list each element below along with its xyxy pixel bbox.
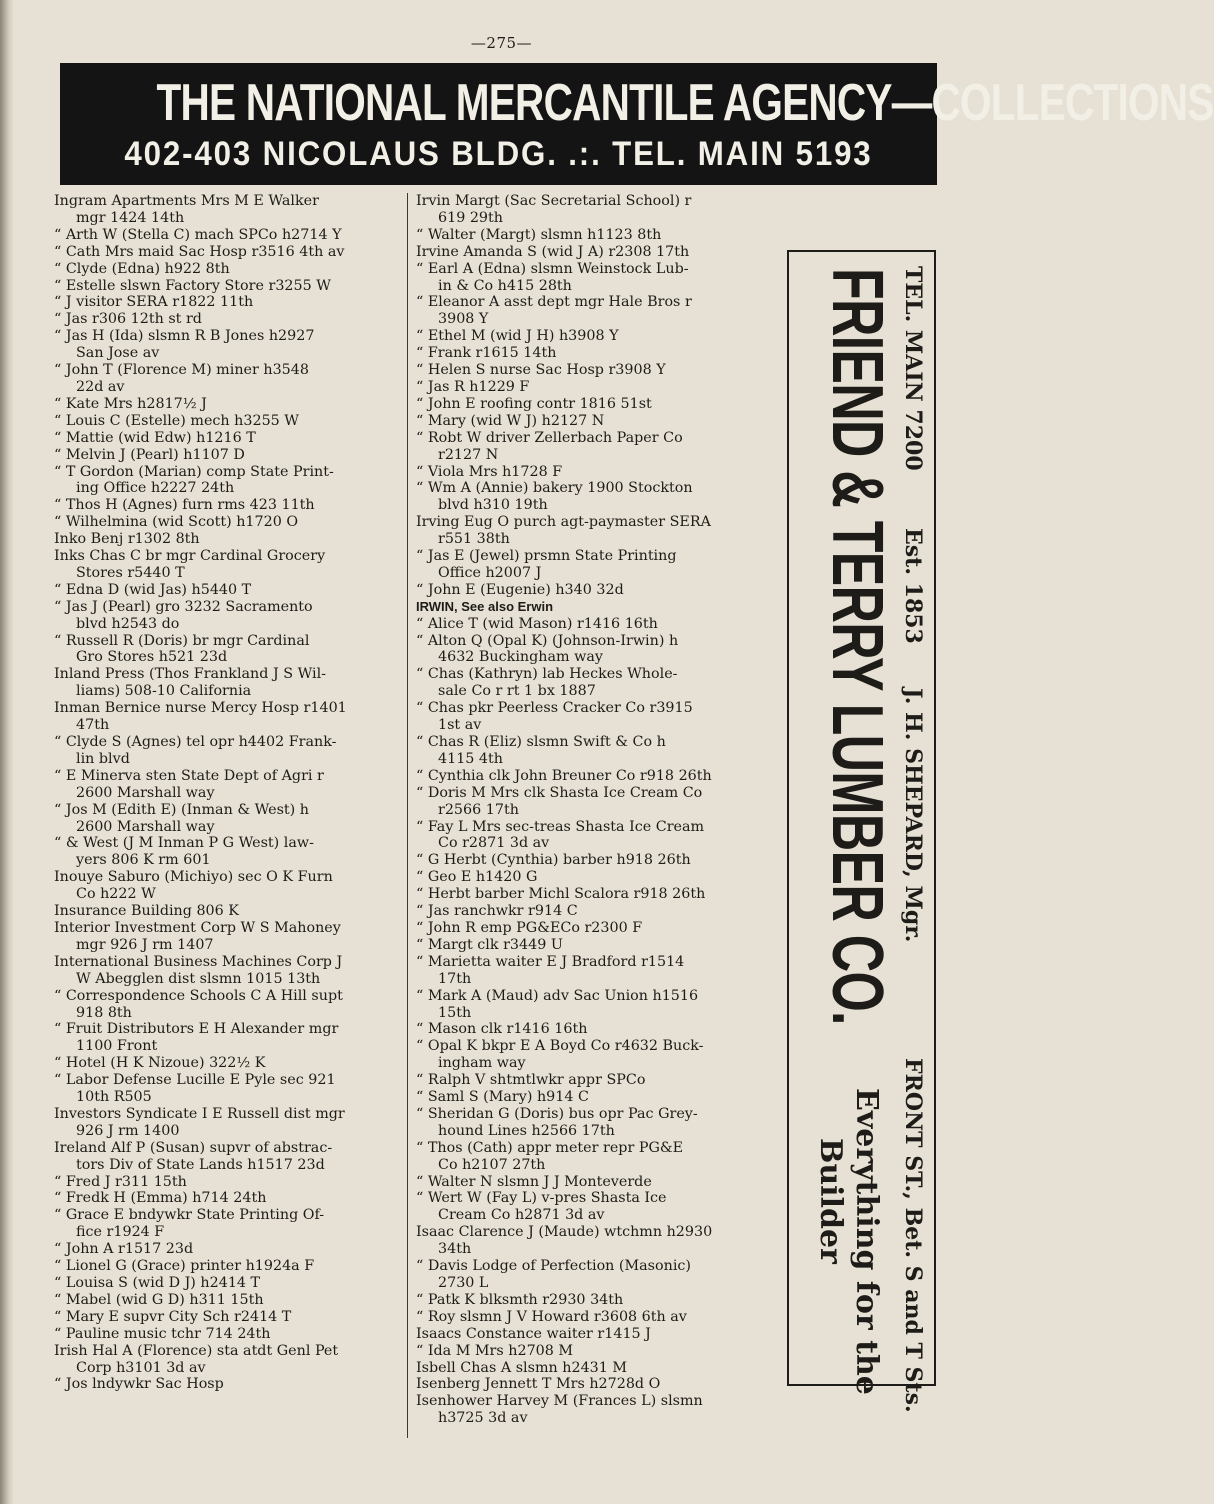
entry-text: “ Louisa S (wid D J) h2414 T (54, 1275, 261, 1291)
entry-continuation: 2730 L (438, 1275, 489, 1291)
directory-entry (416, 1393, 772, 1427)
entry-text: “ John R emp PG&ECo r2300 F (416, 919, 643, 936)
directory-entry (54, 835, 402, 869)
entry-continuation: 1st av (438, 717, 482, 734)
entry-text: “ Davis Lodge of Perfection (Masonic) (416, 1258, 691, 1275)
entry-continuation: 34th (438, 1241, 472, 1258)
directory-entry (54, 531, 402, 548)
entry-continuation: blvd h310 19th (438, 497, 548, 514)
entry-text: “ Edna D (wid Jas) h5440 T (54, 581, 252, 598)
directory-entry (416, 852, 772, 869)
directory-entry (416, 464, 772, 481)
entry-text: “ Ida M Mrs h2708 M (416, 1342, 574, 1359)
entry-continuation: San Jose av (76, 345, 160, 362)
directory-entry (54, 1140, 402, 1174)
directory-entry (416, 362, 772, 379)
directory-entry (54, 261, 402, 278)
directory-entry (416, 869, 772, 886)
entry-text: “ Jas R h1229 F (416, 378, 530, 395)
banner-agency-name: THE NATIONAL MERCANTILE AGENCY—COLLECTIONS (156, 74, 1214, 132)
directory-entry (54, 328, 402, 362)
entry-text: “ Mary (wid W J) h2127 N (416, 412, 605, 429)
directory-entry (416, 1309, 772, 1326)
directory-entry (416, 599, 772, 616)
entry-text: “ Hotel (H K Nizoue) 322½ K (54, 1055, 266, 1072)
directory-entry (416, 227, 772, 244)
entry-text: “ Pauline music tchr 714 24th (54, 1325, 271, 1342)
entry-text: “ Doris M Mrs clk Shasta Ice Cream Co (416, 784, 703, 801)
entry-text: “ T Gordon (Marian) comp State Print- (54, 463, 334, 480)
entry-text: “ Viola Mrs h1728 F (416, 463, 563, 480)
entry-continuation: liams) 508-10 California (76, 683, 252, 700)
directory-entry (416, 954, 772, 988)
directory-entry (54, 1309, 402, 1326)
entry-text: Ingram Apartments Mrs M E Walker (54, 193, 319, 209)
ad-established: Est. 1853 (899, 528, 926, 644)
entry-continuation: Corp h3101 3d av (76, 1359, 206, 1376)
directory-entry (54, 464, 402, 498)
entry-text: “ Cynthia clk John Breuner Co r918 26th (416, 767, 712, 784)
column-divider (407, 193, 408, 1438)
directory-entry (416, 548, 772, 582)
entry-continuation: 22d av (76, 378, 125, 395)
entry-continuation: 17th (438, 970, 472, 987)
entry-text: “ Robt W driver Zellerbach Paper Co (416, 429, 683, 446)
entry-text: “ Roy slsmn J V Howard r3608 6th av (416, 1308, 687, 1325)
entry-text: Inouye Saburo (Michiyo) sec O K Furn (54, 869, 333, 886)
directory-entry (54, 430, 402, 447)
ad-address: FRONT ST., Bet. S and T Sts. (899, 1058, 926, 1413)
directory-entry (416, 1140, 772, 1174)
directory-entry (54, 497, 402, 514)
entry-text: IRWIN, See also Erwin (416, 598, 554, 614)
directory-entry (416, 1292, 772, 1309)
directory-entry (416, 1106, 772, 1140)
entry-text: “ Clyde (Edna) h922 8th (54, 260, 230, 277)
entry-text: “ Mason clk r1416 16th (416, 1021, 588, 1038)
directory-entry (416, 886, 772, 903)
directory-entry (416, 734, 772, 768)
entry-text: “ Chas pkr Peerless Cracker Co r3915 (416, 700, 693, 717)
entry-continuation: r2566 17th (438, 801, 519, 818)
entry-text: “ Melvin J (Pearl) h1107 D (54, 446, 245, 463)
directory-entry (416, 514, 772, 548)
entry-continuation: 10th R505 (76, 1089, 152, 1106)
entry-text: Isaac Clarence J (Maude) wtchmn h2930 (416, 1224, 713, 1241)
directory-entry (54, 869, 402, 903)
directory-entry (54, 1326, 402, 1343)
directory-entry (54, 311, 402, 328)
entry-text: Inman Bernice nurse Mercy Hosp r1401 (54, 700, 347, 717)
entry-text: “ Lionel G (Grace) printer h1924a F (54, 1258, 315, 1275)
entry-text: “ John T (Florence M) miner h3548 (54, 362, 309, 379)
entry-continuation: W Abegglen dist slsmn 1015 13th (76, 970, 321, 987)
entry-text: “ Alice T (wid Mason) r1416 16th (416, 615, 658, 632)
entry-text: “ Chas R (Eliz) slsmn Swift & Co h (416, 734, 666, 750)
entry-text: “ Fay L Mrs sec-treas Shasta Ice Cream (416, 818, 705, 835)
entry-text: Isbell Chas A slsmn h2431 M (416, 1359, 628, 1376)
ad-telephone: TEL. MAIN 7200 (899, 266, 926, 471)
entry-text: “ John E roofing contr 1816 51st (416, 395, 652, 412)
entry-continuation: r2127 N (438, 446, 499, 463)
directory-entry (416, 261, 772, 295)
directory-entry (54, 802, 402, 836)
directory-entry (416, 1038, 772, 1072)
directory-column-middle (416, 193, 772, 1427)
directory-entry (54, 954, 402, 988)
entry-text: Insurance Building 806 K (54, 903, 239, 920)
entry-text: “ Margt clk r3449 U (416, 936, 563, 953)
entry-text: “ Mark A (Maud) adv Sac Union h1516 (416, 987, 699, 1004)
directory-entry (54, 1174, 402, 1191)
directory-entry (54, 244, 402, 261)
entry-text: “ Jas E (Jewel) prsmn State Printing (416, 548, 677, 565)
directory-entry (416, 328, 772, 345)
entry-continuation: 926 J rm 1400 (76, 1122, 180, 1139)
directory-entry (54, 768, 402, 802)
directory-entry (54, 294, 402, 311)
entry-text: “ Geo E h1420 G (416, 869, 538, 886)
directory-entry (416, 480, 772, 514)
page-number: —275— (470, 34, 533, 52)
directory-entry (416, 1174, 772, 1191)
directory-entry (416, 768, 772, 785)
entry-continuation: h3725 3d av (438, 1410, 528, 1427)
entry-text: Isenberg Jennett T Mrs h2728d O (416, 1376, 661, 1393)
entry-text: Ireland Alf P (Susan) supvr of abstrac- (54, 1139, 333, 1156)
entry-text: “ Herbt barber Michl Scalora r918 26th (416, 886, 706, 903)
entry-text: “ E Minerva sten State Dept of Agri r (54, 767, 324, 784)
entry-text: “ Marietta waiter E J Bradford r1514 (416, 953, 685, 970)
entry-continuation: hound Lines h2566 17th (438, 1122, 615, 1139)
entry-text: “ Earl A (Edna) slsmn Weinstock Lub- (416, 260, 689, 277)
directory-entry (54, 278, 402, 295)
ad-manager: J. H. SHEPARD, Mgr. (899, 688, 926, 943)
entry-continuation: Gro Stores h521 23d (76, 649, 228, 666)
entry-text: Isenhower Harvey M (Frances L) slsmn (416, 1393, 703, 1410)
entry-text: “ Mary E supvr City Sch r2414 T (54, 1308, 292, 1325)
entry-text: “ Chas (Kathryn) lab Heckes Whole- (416, 666, 678, 683)
directory-entry (416, 1376, 772, 1393)
directory-entry (54, 362, 402, 396)
entry-continuation: 2600 Marshall way (76, 784, 215, 801)
entry-text: “ J visitor SERA r1822 11th (54, 294, 254, 311)
directory-entry (416, 1021, 772, 1038)
entry-continuation: ingham way (438, 1055, 526, 1072)
entry-text: “ Mattie (wid Edw) h1216 T (54, 429, 256, 446)
ad-rotated-content (792, 258, 932, 1413)
entry-text: “ Arth W (Stella C) mach SPCo h2714 Y (54, 226, 342, 243)
entry-text: “ G Herbt (Cynthia) barber h918 26th (416, 852, 691, 869)
entry-text: “ Louis C (Estelle) mech h3255 W (54, 412, 299, 429)
entry-text: “ Fred J r311 15th (54, 1173, 187, 1190)
entry-text: “ John A r1517 23d (54, 1241, 194, 1258)
entry-text: Interior Investment Corp W S Mahoney (54, 919, 341, 936)
entry-continuation: 4115 4th (438, 750, 503, 767)
agency-banner (60, 63, 1214, 185)
entry-text: “ Correspondence Schools C A Hill supt (54, 987, 343, 1004)
entry-continuation: blvd h2543 do (76, 615, 180, 632)
directory-entry (416, 396, 772, 413)
entry-text: “ Kate Mrs h2817½ J (54, 395, 207, 412)
lumber-advertisement (787, 250, 936, 1413)
directory-entry (54, 734, 402, 768)
directory-entry (54, 1292, 402, 1309)
entry-text: “ Opal K bkpr E A Boyd Co r4632 Buck- (416, 1038, 704, 1055)
entry-text: “ & West (J M Inman P G West) law- (54, 835, 314, 852)
entry-text: “ Mabel (wid G D) h311 15th (54, 1291, 264, 1308)
page-binding-shadow (0, 0, 14, 1504)
directory-entry (416, 430, 772, 464)
directory-entry (416, 616, 772, 633)
entry-continuation: Co r2871 3d av (438, 835, 550, 852)
entry-text: Irvin Margt (Sac Secretarial School) r (416, 193, 692, 209)
directory-entry (54, 1343, 402, 1377)
entry-text: “ Jos lndywkr Sac Hosp (54, 1376, 224, 1393)
directory-entry (54, 1376, 402, 1393)
entry-text: “ Labor Defense Lucille E Pyle sec 921 (54, 1072, 336, 1089)
entry-text: “ Ralph V shtmtlwkr appr SPCo (416, 1072, 646, 1089)
directory-entry (416, 988, 772, 1022)
entry-text: “ Walter N slsmn J J Monteverde (416, 1173, 652, 1190)
directory-entry (54, 988, 402, 1022)
directory-entry (416, 379, 772, 396)
directory-entry (54, 1241, 402, 1258)
entry-text: “ Ethel M (wid J H) h3908 Y (416, 328, 619, 345)
entry-text: Inko Benj r1302 8th (54, 531, 200, 548)
directory-entry (54, 582, 402, 599)
directory-entry (54, 193, 402, 227)
entry-continuation: Cream Co h2871 3d av (438, 1207, 605, 1224)
entry-continuation: 1100 Front (76, 1038, 158, 1055)
directory-entry (416, 920, 772, 937)
directory-entry (54, 920, 402, 954)
directory-entry (416, 1072, 772, 1089)
directory-entry (54, 1021, 402, 1055)
entry-continuation: Co h2107 27th (438, 1156, 546, 1173)
directory-entry (54, 1106, 402, 1140)
entry-text: Inks Chas C br mgr Cardinal Grocery (54, 548, 326, 565)
directory-entry (416, 937, 772, 954)
entry-text: “ Cath Mrs maid Sac Hosp r3516 4th av (54, 243, 345, 260)
entry-continuation: in & Co h415 28th (438, 277, 572, 294)
entry-text: Irvine Amanda S (wid J A) r2308 17th (416, 243, 690, 260)
directory-entry (54, 413, 402, 430)
directory-entry (416, 582, 772, 599)
directory-entry (54, 1072, 402, 1106)
entry-continuation: tors Div of State Lands h1517 23d (76, 1156, 325, 1173)
directory-entry (416, 1190, 772, 1224)
entry-continuation: 918 8th (76, 1004, 132, 1021)
directory-entry (54, 227, 402, 244)
directory-entry (54, 1207, 402, 1241)
entry-text: “ Clyde S (Agnes) tel opr h4402 Frank- (54, 734, 337, 750)
directory-entry (416, 785, 772, 819)
banner-address-phone: 402-403 NICOLAUS BLDG. .:. TEL. MAIN 5193 (124, 135, 873, 173)
entry-text: “ Wilhelmina (wid Scott) h1720 O (54, 514, 299, 531)
entry-text: “ Jos M (Edith E) (Inman & West) h (54, 801, 309, 818)
entry-text: “ Wert W (Fay L) v-pres Shasta Ice (416, 1190, 667, 1207)
entry-text: International Business Machines Corp J (54, 953, 343, 970)
directory-entry (54, 633, 402, 667)
entry-text: “ Alton Q (Opal K) (Johnson-Irwin) h (416, 632, 679, 649)
directory-entry (416, 294, 772, 328)
entry-text: “ Thos H (Agnes) furn rms 423 11th (54, 497, 315, 514)
entry-continuation: mgr 1424 14th (76, 209, 185, 226)
entry-continuation: Office h2007 J (438, 564, 542, 581)
directory-entry (416, 1224, 772, 1258)
entry-continuation: lin blvd (76, 750, 130, 767)
entry-text: “ Jas H (Ida) slsmn R B Jones h2927 (54, 328, 315, 345)
directory-entry (416, 666, 772, 700)
entry-text: “ John E (Eugenie) h340 32d (416, 581, 624, 598)
directory-entry (54, 1190, 402, 1207)
entry-continuation: 15th (438, 1004, 472, 1021)
entry-text: “ Saml S (Mary) h914 C (416, 1089, 589, 1106)
entry-text: Irving Eug O purch agt-paymaster SERA (416, 514, 711, 531)
entry-text: “ Estelle slswn Factory Store r3255 W (54, 277, 331, 294)
entry-text: “ Helen S nurse Sac Hosp r3908 Y (416, 362, 666, 379)
directory-entry (416, 244, 772, 261)
entry-continuation: Stores r5440 T (76, 564, 185, 581)
entry-text: “ Frank r1615 14th (416, 345, 557, 362)
directory-entry (54, 548, 402, 582)
entry-text: Irish Hal A (Florence) sta atdt Genl Pet (54, 1342, 339, 1359)
entry-text: “ Patk K blksmth r2930 34th (416, 1291, 624, 1308)
entry-text: “ Russell R (Doris) br mgr Cardinal (54, 632, 310, 649)
directory-entry (54, 1258, 402, 1275)
entry-text: “ Fruit Distributors E H Alexander mgr (54, 1021, 339, 1038)
ad-slogan-line1: Everything for the (848, 1088, 884, 1395)
directory-entry (416, 193, 772, 227)
directory-entry (416, 413, 772, 430)
entry-continuation: Co h222 W (76, 886, 156, 903)
directory-entry (416, 819, 772, 853)
directory-entry (54, 514, 402, 531)
directory-entry (54, 1275, 402, 1292)
entry-text: “ Grace E bndywkr State Printing Of- (54, 1207, 325, 1224)
entry-text: Investors Syndicate I E Russell dist mgr (54, 1105, 345, 1122)
entry-continuation: 3908 Y (438, 311, 489, 328)
entry-text: “ Walter (Margt) slsmn h1123 8th (416, 226, 662, 243)
entry-text: Inland Press (Thos Frankland J S Wil- (54, 666, 326, 683)
directory-entry (416, 1258, 772, 1292)
entry-continuation: 47th (76, 717, 110, 734)
directory-entry (416, 1326, 772, 1343)
entry-text: “ Eleanor A asst dept mgr Hale Bros r (416, 294, 692, 311)
directory-column-left (54, 193, 402, 1393)
entry-text: “ Fredk H (Emma) h714 24th (54, 1190, 267, 1207)
ad-slogan-line2: Builder (812, 1138, 848, 1264)
directory-entry (54, 396, 402, 413)
entry-text: “ Jas J (Pearl) gro 3232 Sacramento (54, 598, 313, 615)
entry-continuation: sale Co r rt 1 bx 1887 (438, 683, 596, 700)
directory-entry (54, 447, 402, 464)
directory-entry (54, 700, 402, 734)
entry-continuation: ing Office h2227 24th (76, 480, 235, 497)
directory-entry (54, 903, 402, 920)
directory-entry (54, 666, 402, 700)
directory-entry (416, 1343, 772, 1360)
directory-entry (54, 599, 402, 633)
entry-continuation: 2600 Marshall way (76, 818, 215, 835)
entry-continuation: 619 29th (438, 209, 503, 226)
entry-continuation: mgr 926 J rm 1407 (76, 936, 214, 953)
entry-text: “ Wm A (Annie) bakery 1900 Stockton (416, 480, 693, 497)
directory-entry (54, 1055, 402, 1072)
ad-company-name: FRIEND & TERRY LUMBER CO. (816, 268, 897, 1025)
directory-entry (416, 700, 772, 734)
entry-text: “ Jas r306 12th st rd (54, 311, 202, 328)
directory-entry (416, 633, 772, 667)
entry-continuation: yers 806 K rm 601 (76, 852, 211, 869)
entry-text: Isaacs Constance waiter r1415 J (416, 1325, 651, 1342)
directory-entry (416, 1360, 772, 1377)
entry-continuation: r551 38th (438, 531, 510, 548)
directory-entry (416, 903, 772, 920)
entry-text: “ Jas ranchwkr r914 C (416, 903, 578, 920)
entry-text: “ Thos (Cath) appr meter repr PG&E (416, 1139, 684, 1156)
entry-continuation: fice r1924 F (76, 1224, 165, 1241)
entry-continuation: 4632 Buckingham way (438, 649, 603, 666)
directory-entry (416, 345, 772, 362)
directory-entry (416, 1089, 772, 1106)
entry-text: “ Sheridan G (Doris) bus opr Pac Grey- (416, 1105, 698, 1122)
